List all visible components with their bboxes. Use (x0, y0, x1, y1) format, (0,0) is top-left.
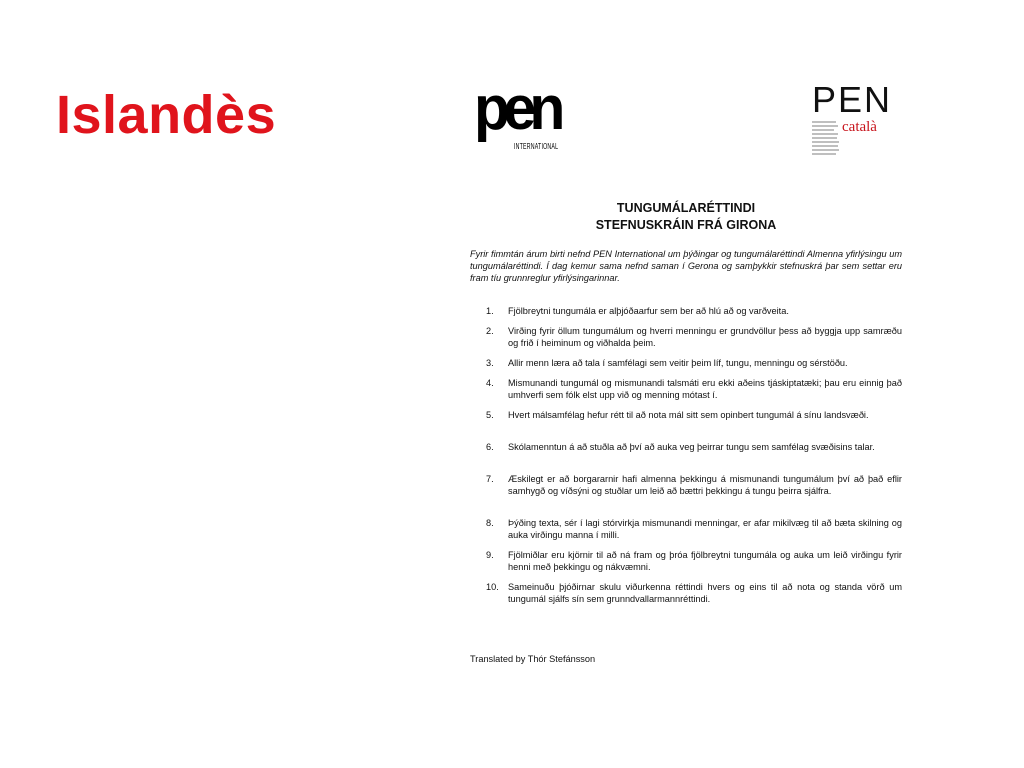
list-item (486, 357, 902, 377)
pen-international-logo-word: pen (474, 74, 559, 143)
list-item (486, 441, 902, 473)
document-image (468, 74, 904, 680)
list-item-number: 7. (486, 474, 494, 484)
list-item (486, 325, 902, 357)
list-item-number: 3. (486, 358, 494, 368)
list-item-number: 10. (486, 582, 499, 592)
slide-title: Islandès (56, 85, 277, 145)
list-item-text: Allir menn læra að tala í samfélagi sem veitir þeim líf, tungu, menningu og sérstöðu. (508, 358, 848, 368)
list-item-text: Mismunandi tungumál og mismunandi talsmáti eru ekki aðeins tjáskiptatæki; þau eru einnig það umhverfi sem fólk elst upp við og menning mótast í. (508, 378, 902, 400)
list-item-text: Þýðing texta, sér í lagi stórvirkja mismunandi menningar, er afar mikilvæg til að bæta skilning og auka virðingu manna í milli. (508, 518, 902, 540)
list-item-number: 1. (486, 306, 494, 316)
principles-list (486, 305, 902, 613)
list-item-number: 9. (486, 550, 494, 560)
list-item (486, 473, 902, 517)
pen-catala-logo-word: PEN (812, 79, 893, 120)
list-item-number: 4. (486, 378, 494, 388)
translation-credit: Translated by Thór Stefánsson (470, 654, 596, 664)
document-intro: Fyrir fimmtán árum birti nefnd PEN International um þýðingar og tungumálaréttindi Almenna yfirlýsingu um tungumálaréttindi. Í dag kemur sama nefnd saman í Gerona og samþykkir stefnuskrá þar sem settar eru fram tíu grunnreglur yfirlýsingarinnar. (470, 249, 902, 283)
list-item-text: Sameinuðu þjóðirnar skulu viðurkenna réttindi hvers og eins til að nota og standa vörð um tungumál sjálfs sín sem grunndvallarmannréttindi. (508, 582, 902, 604)
list-item (486, 517, 902, 549)
list-item-text: Hvert málsamfélag hefur rétt til að nota mál sitt sem opinbert tungumál á sínu landsvæði. (508, 410, 869, 420)
list-item (486, 549, 902, 581)
list-item-number: 8. (486, 518, 494, 528)
pen-international-logo-sub: INTERNATIONAL (514, 141, 559, 151)
list-item (486, 409, 902, 441)
list-item-text: Virðing fyrir öllum tungumálum og hverri menningu er grundvöllur þess að byggja upp samræðu og frið í heiminum og viðhalda þeim. (508, 326, 902, 348)
document-title-line1: TUNGUMÁLARÉTTINDI (616, 201, 756, 215)
document-title (468, 200, 904, 234)
list-item-text: Æskilegt er að borgararnir hafi almenna þekkingu á mismunandi tungumálum því að það eflir samhygð og víðsýni og stuðlar um leið að bættri þekkingu á tungu þeirra sjálfra. (508, 474, 902, 496)
list-item-text: Fjölmiðlar eru kjörnir til að ná fram og þróa fjölbreytni tungumála og auka um leið virðingu fyrir henni með þekkingu og nákvæmni. (508, 550, 902, 572)
pen-international-logo (474, 74, 564, 154)
list-item-number: 5. (486, 410, 494, 420)
list-item-text: Skólamenntun á að stuðla að því að auka veg þeirrar tungu sem samfélag svæðisins talar. (508, 442, 875, 452)
list-item (486, 581, 902, 613)
list-item-text: Fjölbreytni tungumála er alþjóðaarfur sem ber að hlú að og varðveita. (508, 306, 789, 316)
pen-catala-fine-print-icon (812, 120, 840, 156)
list-item-number: 2. (486, 326, 494, 336)
document-title-line2: STEFNUSKRÁIN FRÁ GIRONA (595, 218, 777, 232)
list-item-number: 6. (486, 442, 494, 452)
list-item (486, 305, 902, 325)
pen-catala-logo (812, 79, 902, 160)
list-item (486, 377, 902, 409)
pen-catala-logo-sub: català (842, 119, 877, 135)
